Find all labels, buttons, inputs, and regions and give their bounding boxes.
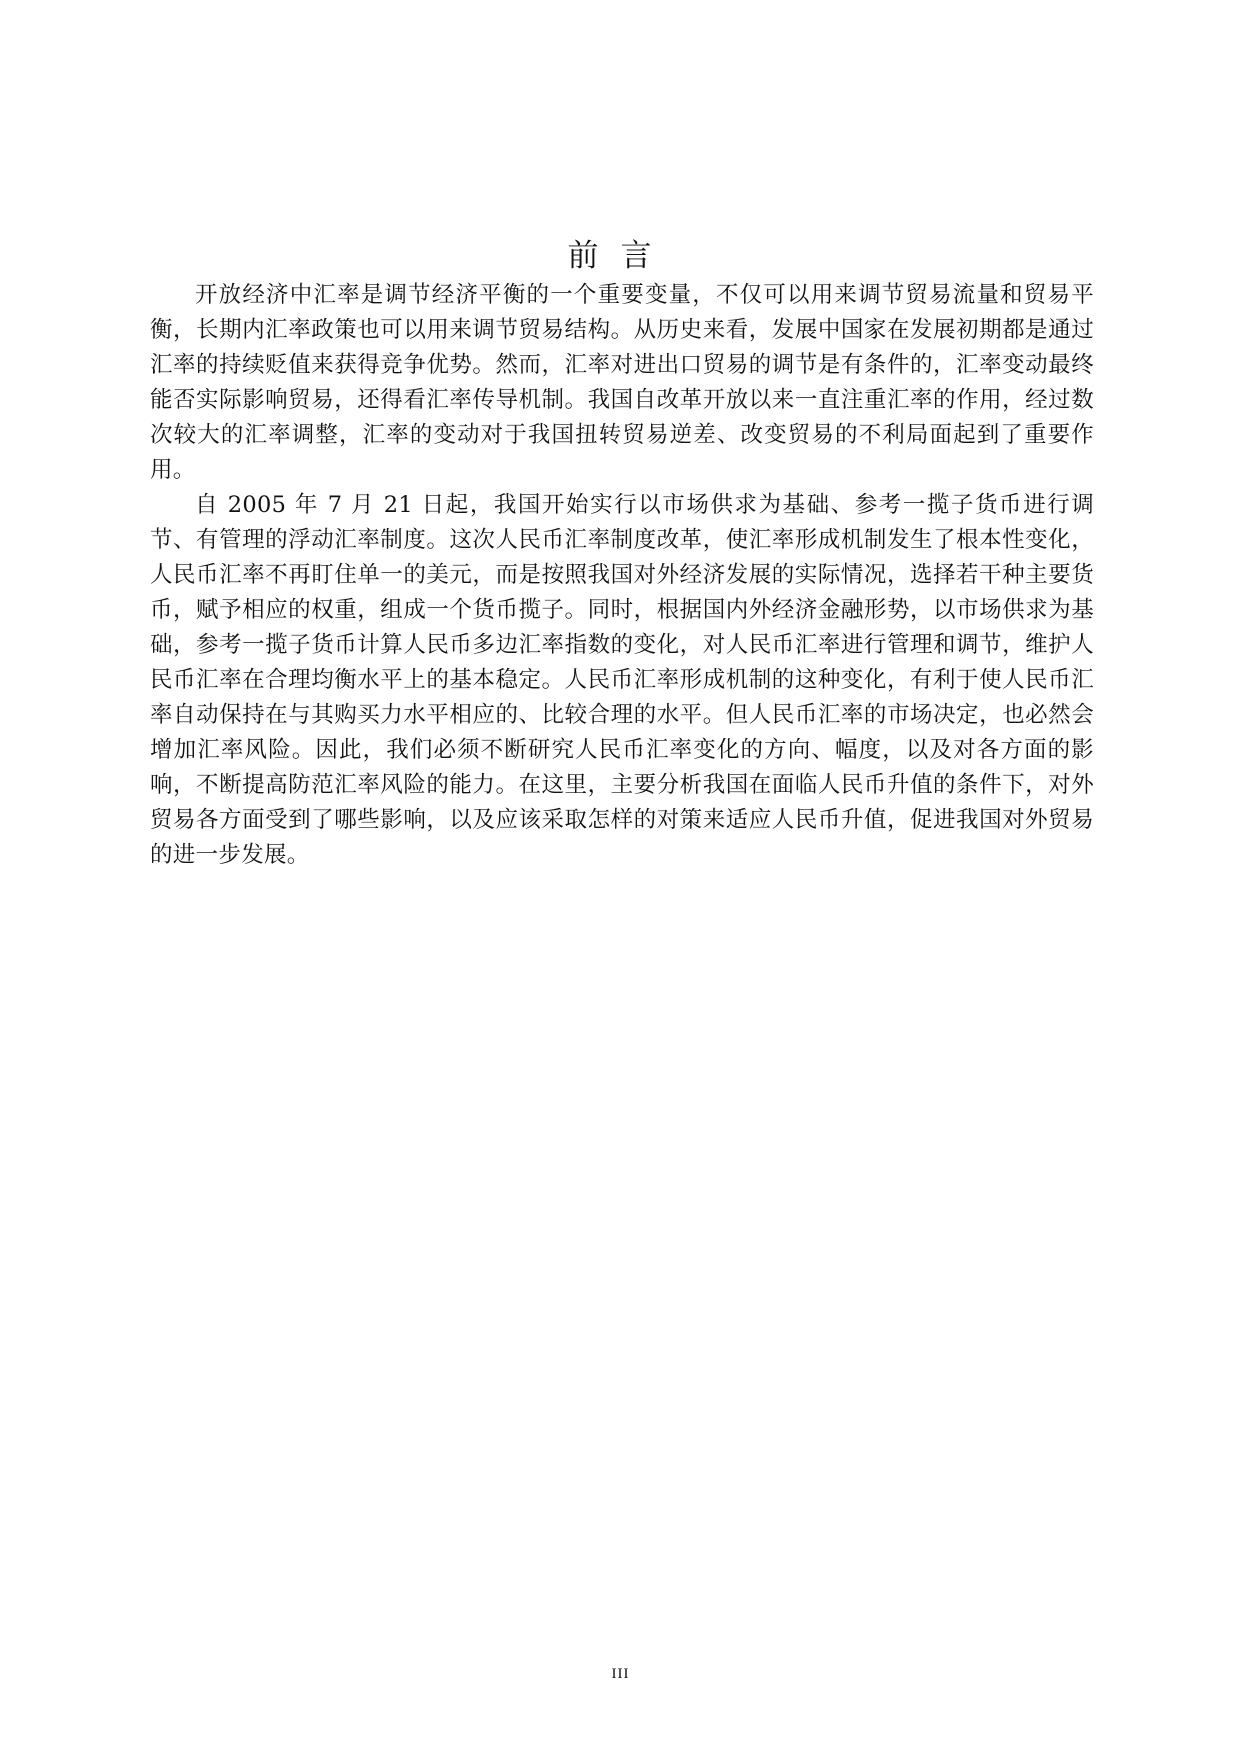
paragraph: 自 2005 年 7 月 21 日起，我国开始实行以市场供求为基础、参考一揽子货币进行调节、有管理的浮动汇率制度。这次人民币汇率制度改革，使汇率形成机制发生了根本性变化，人民币汇率不再盯住单一的美元，而是按照我国对外经济发展的实际情况，选择若干种主要货币，赋予相应的权重，组成一个货币揽子。同时，根据国内外经济金融形势，以市场供求为基础，参考一揽子货币计算人民币多边汇率指数的变化，对人民币汇率进行管理和调节，维护人民币汇率在合理均衡水平上的基本稳定。人民币汇率形成机制的这种变化，有利于使人民币汇率自动保持在与其购买力水平相应的、比较合理的水平。但人民币汇率的市场决定，也必然会增加汇率风险。因此，我们必须不断研究人民币汇率变化的方向、幅度，以及对各方面的影响，不断提高防范汇率风险的能力。在这里，主要分析我国在面临人民币升值的条件下，对外贸易各方面受到了哪些影响，以及应该采取怎样的对策来适应人民币升值，促进我国对外贸易的进一步发展。 — [150, 492, 1094, 868]
page-title: 前言 — [567, 238, 674, 274]
body-text — [150, 278, 1094, 873]
page-number: III — [611, 1666, 630, 1682]
paragraph: 开放经济中汇率是调节经济平衡的一个重要变量，不仅可以用来调节贸易流量和贸易平衡，长期内汇率政策也可以用来调节贸易结构。从历史来看，发展中国家在发展初期都是通过汇率的持续贬值来获得竞争优势。然而，汇率对进出口贸易的调节是有条件的，汇率变动最终能否实际影响贸易，还得看汇率传导机制。我国自改革开放以来一直注重汇率的作用，经过数次较大的汇率调整，汇率的变动对于我国扭转贸易逆差、改变贸易的不利局面起到了重要作用。 — [150, 282, 1094, 483]
